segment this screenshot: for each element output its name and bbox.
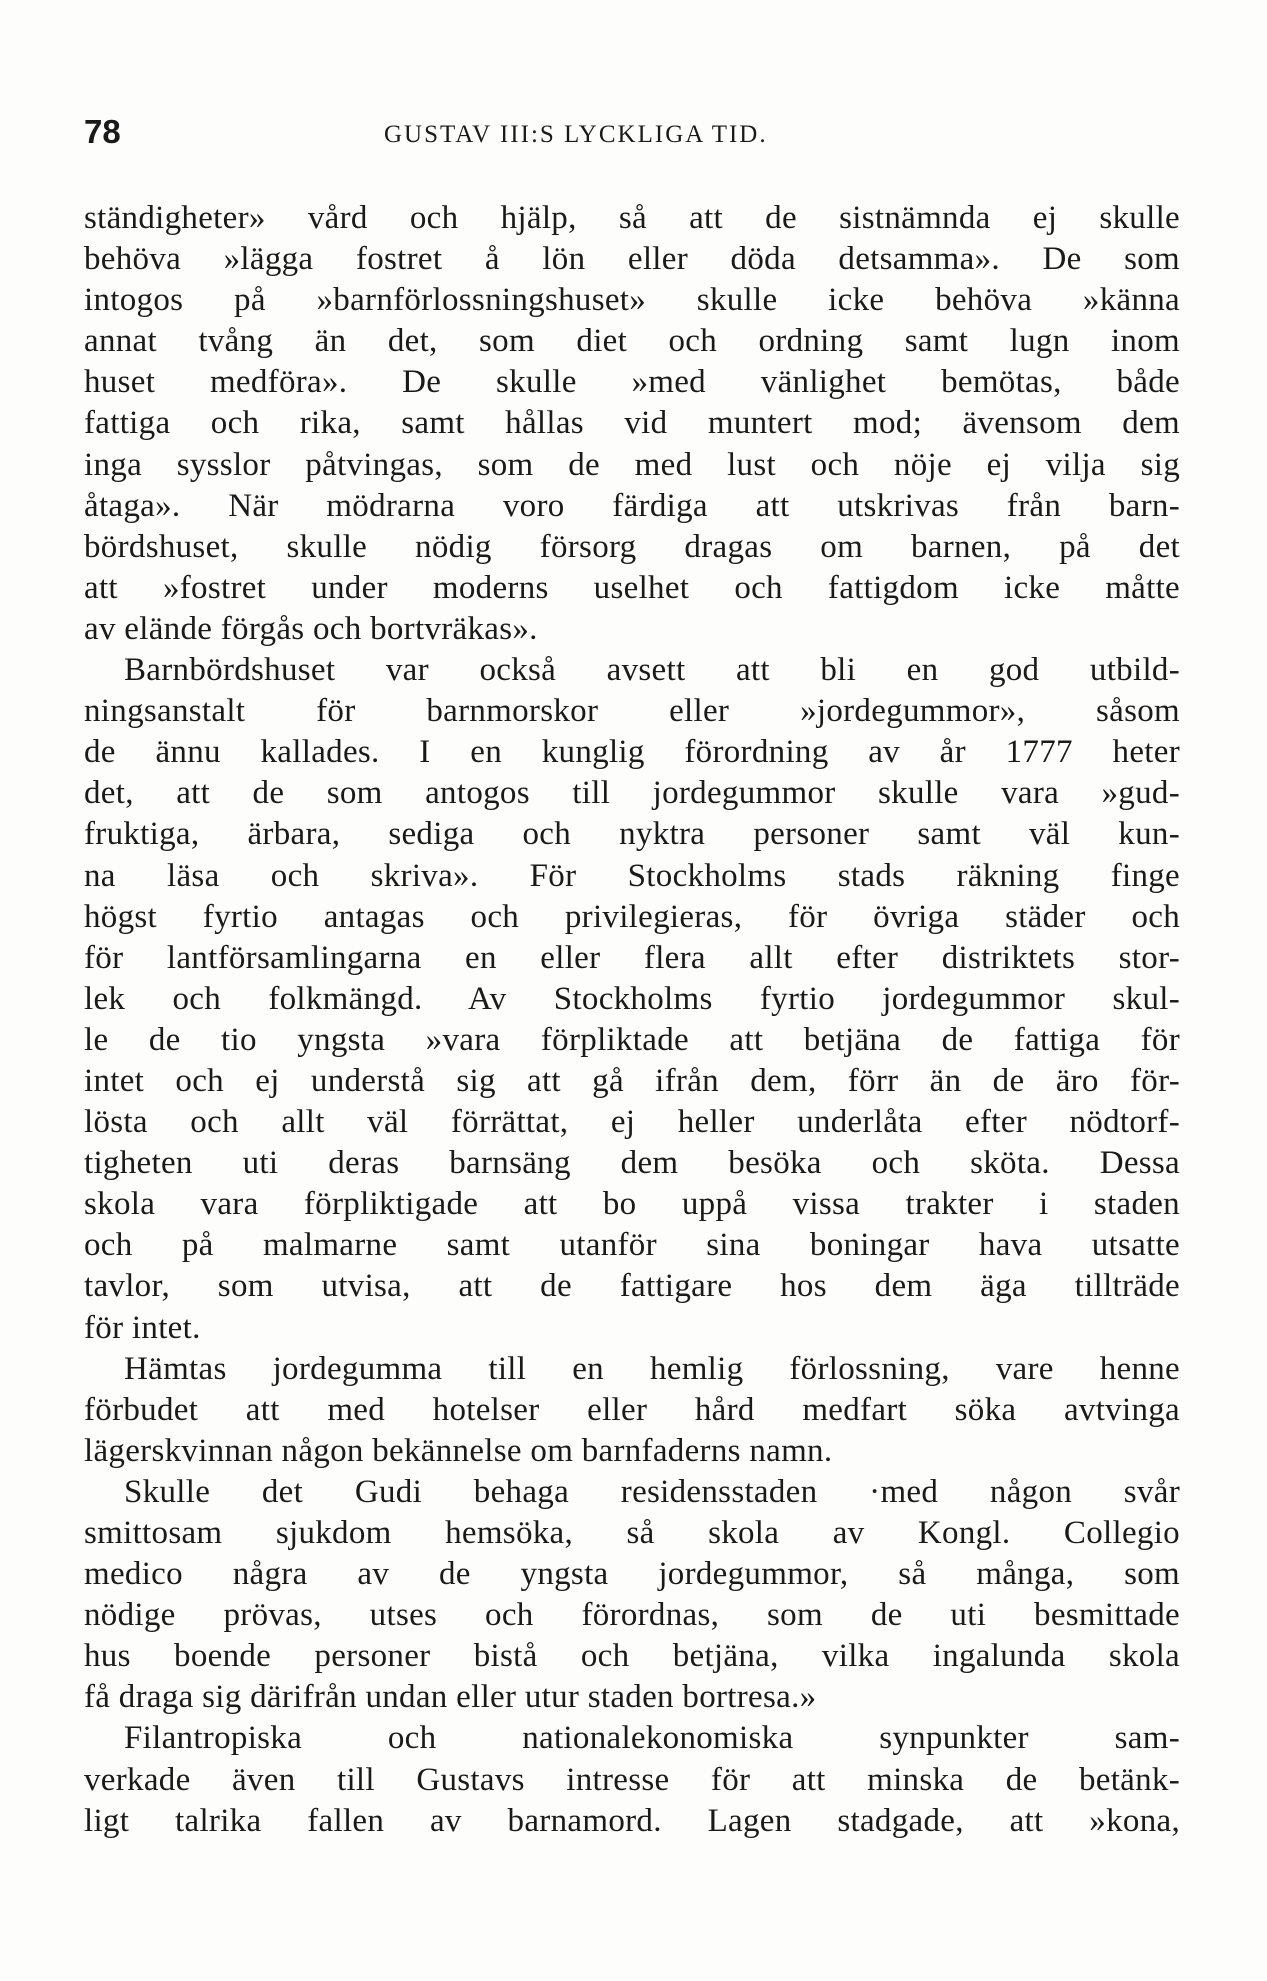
text-line: ligt talrika fallen av barnamord. Lagen stadgade, att »kona,: [84, 1802, 1180, 1839]
text-line: lösta och allt väl förrättat, ej heller underlåta efter nödtorf-: [84, 1104, 1180, 1141]
text-line: ningsanstalt för barnmorskor eller »jordegummor», såsom: [84, 693, 1180, 730]
text-line: ständigheter» vård och hjälp, så att de sistnämnda ej skulle: [84, 200, 1180, 236]
text-line: högst fyrtio antagas och privilegieras, för övriga städer och: [84, 898, 1180, 935]
text-line: lek och folkmängd. Av Stockholms fyrtio jordegummor skul-: [84, 980, 1180, 1017]
text-line: na läsa och skriva». För Stockholms stads räkning finge: [84, 857, 1180, 894]
text-line: Barnbördshuset var också avsett att bli en god utbild-: [124, 652, 1180, 689]
text-line: huset medföra». De skulle »med vänlighet bemötas, både: [84, 364, 1180, 401]
text-line: att »fostret under moderns uselhet och fattigdom icke måtte: [84, 569, 1180, 606]
text-line: Hämtas jordegumma till en hemlig förlossning, vare henne: [124, 1350, 1180, 1387]
text-line: de ännu kallades. I en kunglig förordning av år 1777 heter: [84, 734, 1180, 771]
text-line: för lantförsamlingarna en eller flera allt efter distriktets stor-: [84, 939, 1180, 976]
body-text: [84, 198, 1180, 1842]
text-line: Filantropiska och nationalekonomiska synpunkter sam-: [124, 1720, 1180, 1757]
text-line: och på malmarne samt utanför sina boningar hava utsatte: [84, 1227, 1180, 1264]
text-line: det, att de som antogos till jordegummor skulle vara »gud-: [84, 775, 1180, 812]
text-line: le de tio yngsta »vara förpliktade att betjäna de fattiga för: [84, 1021, 1180, 1058]
text-line: av elände förgås och bortvräkas».: [84, 610, 538, 647]
running-head: [84, 112, 1184, 162]
text-line: intogos på »barnförlossningshuset» skulle icke behöva »känna: [84, 282, 1180, 319]
text-line: annat tvång än det, som diet och ordning samt lugn inom: [84, 323, 1180, 360]
text-line: inga sysslor påtvingas, som de med lust och nöje ej vilja sig: [84, 446, 1180, 483]
text-line: förbudet att med hotelser eller hård medfart söka avtvinga: [84, 1391, 1180, 1428]
text-line: för intet.: [84, 1309, 201, 1346]
text-line: smittosam sjukdom hemsöka, så skola av Kongl. Collegio: [84, 1515, 1180, 1551]
text-line: lägerskvinnan någon bekännelse om barnfaderns namn.: [84, 1432, 833, 1469]
text-line: verkade även till Gustavs intresse för att minska de betänk-: [84, 1761, 1180, 1798]
text-line: fruktiga, ärbara, sediga och nyktra personer samt väl kun-: [84, 816, 1180, 853]
text-line: intet och ej understå sig att gå ifrån dem, förr än de äro för-: [84, 1062, 1180, 1099]
text-line: tavlor, som utvisa, att de fattigare hos dem äga tillträde: [84, 1268, 1180, 1305]
text-line: fattiga och rika, samt hållas vid muntert mod; ävensom dem: [84, 405, 1180, 442]
text-line: skola vara förpliktigade att bo uppå vissa trakter i staden: [84, 1186, 1180, 1223]
text-line: nödige prövas, utses och förordnas, som de uti besmittade: [84, 1597, 1180, 1634]
text-line: tigheten uti deras barnsäng dem besöka och sköta. Dessa: [84, 1145, 1180, 1182]
text-line: medico några av de yngsta jordegummor, så många, som: [84, 1556, 1180, 1593]
text-line: bördshuset, skulle nödig försorg dragas om barnen, på det: [84, 528, 1180, 565]
running-title: GUSTAV III:S LYCKLIGA TID.: [384, 121, 768, 148]
page-number: 78: [84, 113, 121, 150]
text-line: åtaga». När mödrarna voro färdiga att utskrivas från barn-: [84, 487, 1180, 524]
text-line: få draga sig därifrån undan eller utur staden bortresa.»: [84, 1679, 817, 1716]
text-line: behöva »lägga fostret å lön eller döda detsamma». De som: [84, 241, 1180, 278]
text-line: Skulle det Gudi behaga residensstaden ·med någon svår: [124, 1473, 1180, 1510]
text-line: hus boende personer bistå och betjäna, vilka ingalunda skola: [84, 1638, 1180, 1675]
